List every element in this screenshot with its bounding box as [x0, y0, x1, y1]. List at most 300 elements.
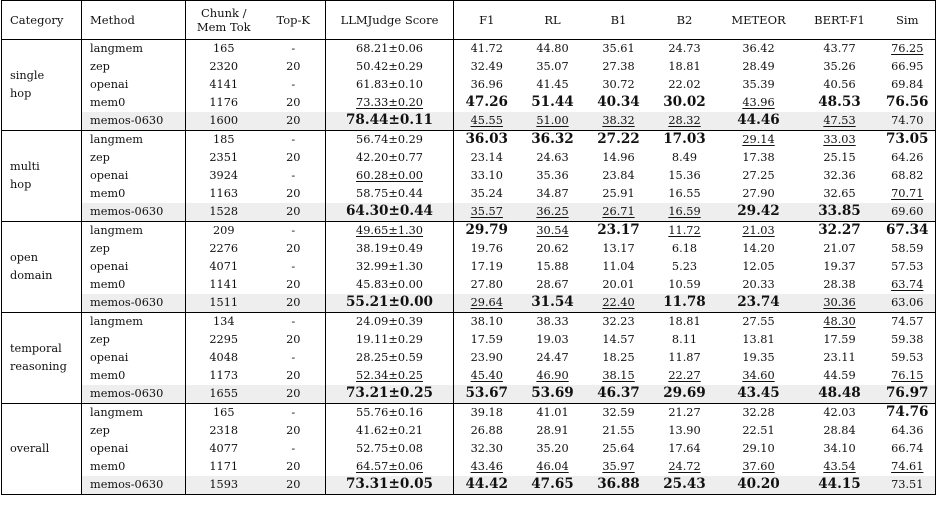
b2-cell-value: 22.27: [668, 369, 701, 383]
chunk-cell-value: 3924: [209, 169, 239, 183]
method-cell: [82, 222, 186, 241]
table-row: [2, 440, 936, 458]
chunk-cell: [186, 203, 262, 222]
bertf1-cell: [800, 458, 880, 476]
category-label-line2: domain: [10, 269, 53, 282]
meteor-cell: [718, 76, 800, 94]
sim-cell-value: 76.15: [891, 369, 924, 383]
b2-cell-value: 18.81: [668, 60, 701, 74]
bertf1-cell-value: 40.56: [823, 78, 856, 92]
method-cell: [82, 40, 186, 59]
rl-cell-value: 53.69: [531, 385, 574, 402]
judge-score-cell-value: 41.62±0.21: [356, 424, 423, 438]
topk-cell: [262, 458, 326, 476]
sim-cell-value: 59.38: [891, 333, 924, 347]
sim-cell-value: 58.59: [891, 242, 924, 256]
table-row: [2, 203, 936, 222]
f1-cell: [454, 294, 520, 313]
judge-score-cell: [326, 422, 454, 440]
judge-score-cell: [326, 367, 454, 385]
b1-cell: [586, 440, 652, 458]
b2-cell: [652, 112, 718, 131]
b2-cell-value: 16.55: [668, 187, 701, 201]
f1-cell-value: 38.10: [470, 315, 503, 329]
judge-score-cell-value: 64.57±0.06: [356, 460, 423, 474]
rl-cell-value: 30.54: [536, 224, 569, 238]
meteor-cell: [718, 440, 800, 458]
bertf1-cell-value: 32.27: [818, 222, 861, 239]
b2-cell-value: 17.03: [663, 131, 706, 148]
header-method: Method: [82, 1, 186, 40]
chunk-cell-value: 1171: [209, 460, 239, 474]
judge-score-cell-value: 60.28±0.00: [356, 169, 423, 183]
table-row: [2, 385, 936, 404]
f1-cell: [454, 349, 520, 367]
meteor-cell: [718, 458, 800, 476]
f1-cell: [454, 404, 520, 423]
bertf1-cell: [800, 476, 880, 495]
judge-score-cell-value: 32.99±1.30: [356, 260, 423, 274]
judge-score-cell-value: 52.75±0.08: [356, 442, 423, 456]
bertf1-cell-value: 23.11: [823, 351, 856, 365]
header-b2: B2: [652, 1, 718, 40]
f1-cell: [454, 458, 520, 476]
meteor-cell-value: 43.96: [742, 96, 775, 110]
method-cell-value: memos-0630: [90, 387, 164, 401]
f1-cell-value: 35.24: [470, 187, 503, 201]
chunk-cell: [186, 149, 262, 167]
judge-score-cell: [326, 222, 454, 241]
topk-cell-value: 20: [286, 187, 301, 201]
topk-cell-value: 20: [286, 478, 301, 492]
header-topk: Top-K: [262, 1, 326, 40]
rl-cell: [520, 240, 586, 258]
rl-cell: [520, 294, 586, 313]
judge-score-cell: [326, 112, 454, 131]
topk-cell-value: 20: [286, 96, 301, 110]
b1-cell: [586, 94, 652, 112]
b1-cell: [586, 367, 652, 385]
judge-score-cell: [326, 313, 454, 332]
rl-cell-value: 24.47: [536, 351, 569, 365]
rl-cell-value: 51.00: [536, 114, 569, 128]
table-row: [2, 149, 936, 167]
table-row: [2, 76, 936, 94]
topk-cell: [262, 240, 326, 258]
table-row: [2, 276, 936, 294]
sim-cell: [880, 349, 936, 367]
table-header: [2, 1, 936, 40]
method-cell: [82, 185, 186, 203]
bertf1-cell-value: 32.36: [823, 169, 856, 183]
category-cell: [2, 404, 82, 495]
sim-cell-value: 76.56: [885, 94, 929, 111]
b2-cell: [652, 149, 718, 167]
b1-cell: [586, 385, 652, 404]
f1-cell: [454, 422, 520, 440]
topk-cell: [262, 476, 326, 495]
sim-cell: [880, 385, 936, 404]
chunk-cell: [186, 131, 262, 150]
rl-cell: [520, 185, 586, 203]
chunk-cell-value: 4077: [209, 442, 239, 456]
sim-cell-value: 69.60: [891, 205, 924, 219]
sim-cell-value: 68.82: [891, 169, 924, 183]
b2-cell-value: 22.02: [668, 78, 701, 92]
table-row: [2, 185, 936, 203]
rl-cell: [520, 440, 586, 458]
sim-cell: [880, 440, 936, 458]
bertf1-cell: [800, 422, 880, 440]
method-cell: [82, 94, 186, 112]
b2-cell: [652, 385, 718, 404]
category-label-line2: hop: [10, 87, 32, 100]
method-cell: [82, 76, 186, 94]
meteor-cell-value: 23.74: [737, 294, 780, 311]
judge-score-cell-value: 55.21±0.00: [345, 294, 434, 311]
chunk-cell-value: 4048: [209, 351, 239, 365]
chunk-cell-value: 2318: [209, 424, 239, 438]
meteor-cell: [718, 40, 800, 59]
meteor-cell-value: 27.25: [742, 169, 775, 183]
rl-cell: [520, 112, 586, 131]
table-row: [2, 458, 936, 476]
method-cell-value: mem0: [90, 278, 126, 292]
b2-cell-value: 15.36: [668, 169, 701, 183]
sim-cell-value: 73.51: [891, 478, 924, 492]
b1-cell-value: 14.57: [602, 333, 635, 347]
meteor-cell: [718, 276, 800, 294]
chunk-cell: [186, 313, 262, 332]
chunk-cell: [186, 331, 262, 349]
method-cell-value: zep: [90, 151, 110, 165]
judge-score-cell: [326, 40, 454, 59]
chunk-cell-value: 2276: [209, 242, 239, 256]
method-cell: [82, 203, 186, 222]
chunk-cell-value: 134: [212, 315, 235, 329]
bertf1-cell-value: 48.53: [818, 94, 861, 111]
b2-cell: [652, 185, 718, 203]
sim-cell-value: 74.70: [891, 114, 924, 128]
rl-cell: [520, 276, 586, 294]
meteor-cell-value: 43.45: [737, 385, 780, 402]
category-cell: [2, 222, 82, 313]
judge-score-cell-value: 50.42±0.29: [356, 60, 423, 74]
topk-cell: [262, 276, 326, 294]
meteor-cell-value: 19.35: [742, 351, 775, 365]
b1-cell-value: 21.55: [602, 424, 635, 438]
b1-cell: [586, 476, 652, 495]
b2-cell-value: 24.73: [668, 42, 701, 56]
b2-cell: [652, 40, 718, 59]
bertf1-cell: [800, 149, 880, 167]
method-cell: [82, 112, 186, 131]
topk-cell-value: -: [291, 42, 296, 56]
method-cell: [82, 58, 186, 76]
judge-score-cell-value: 58.75±0.44: [356, 187, 423, 201]
topk-cell-value: -: [291, 442, 296, 456]
f1-cell: [454, 185, 520, 203]
sim-cell-value: 74.57: [891, 315, 924, 329]
method-cell-value: mem0: [90, 96, 126, 110]
rl-cell-value: 28.91: [536, 424, 569, 438]
chunk-cell-value: 1511: [209, 296, 239, 310]
f1-cell-value: 17.59: [470, 333, 503, 347]
topk-cell: [262, 331, 326, 349]
b2-cell-value: 21.27: [668, 406, 701, 420]
category-cell: [2, 313, 82, 404]
chunk-cell-value: 1655: [209, 387, 239, 401]
bertf1-cell-value: 19.37: [823, 260, 856, 274]
chunk-cell: [186, 40, 262, 59]
method-cell-value: openai: [90, 442, 129, 456]
sim-cell: [880, 40, 936, 59]
judge-score-cell-value: 42.20±0.77: [356, 151, 423, 165]
method-cell: [82, 240, 186, 258]
sim-cell: [880, 240, 936, 258]
b2-cell: [652, 222, 718, 241]
f1-cell-value: 29.79: [465, 222, 509, 239]
rl-cell-value: 24.63: [536, 151, 569, 165]
topk-cell: [262, 367, 326, 385]
sim-cell: [880, 76, 936, 94]
topk-cell: [262, 167, 326, 185]
rl-cell-value: 34.87: [536, 187, 569, 201]
sim-cell: [880, 276, 936, 294]
meteor-cell-value: 28.49: [742, 60, 775, 74]
judge-score-cell-value: 61.83±0.10: [356, 78, 423, 92]
sim-cell-value: 63.06: [891, 296, 924, 310]
rl-cell-value: 35.36: [536, 169, 569, 183]
chunk-cell-value: 1176: [209, 96, 239, 110]
topk-cell-value: -: [291, 224, 296, 238]
header-rl: RL: [520, 1, 586, 40]
rl-cell-value: 35.20: [536, 442, 569, 456]
method-cell-value: memos-0630: [90, 296, 164, 310]
topk-cell-value: -: [291, 260, 296, 274]
meteor-cell: [718, 331, 800, 349]
sim-cell: [880, 331, 936, 349]
bertf1-cell: [800, 367, 880, 385]
bertf1-cell: [800, 404, 880, 423]
rl-cell: [520, 349, 586, 367]
method-cell-value: memos-0630: [90, 114, 164, 128]
method-cell-value: openai: [90, 169, 129, 183]
sim-cell: [880, 404, 936, 423]
category-cell: [2, 40, 82, 131]
judge-score-cell: [326, 404, 454, 423]
b2-cell-value: 5.23: [671, 260, 698, 274]
chunk-cell-value: 165: [212, 42, 235, 56]
rl-cell: [520, 313, 586, 332]
meteor-cell: [718, 294, 800, 313]
topk-cell: [262, 422, 326, 440]
meteor-cell-value: 22.51: [742, 424, 775, 438]
topk-cell-value: 20: [286, 424, 301, 438]
f1-cell-value: 26.88: [470, 424, 503, 438]
sim-cell-value: 63.74: [891, 278, 924, 292]
rl-cell: [520, 40, 586, 59]
rl-cell-value: 35.07: [536, 60, 569, 74]
method-cell: [82, 385, 186, 404]
b2-cell-value: 11.87: [668, 351, 701, 365]
judge-score-cell: [326, 385, 454, 404]
sim-cell: [880, 222, 936, 241]
category-cell: [2, 131, 82, 222]
judge-score-cell: [326, 458, 454, 476]
sim-cell-value: 64.36: [891, 424, 924, 438]
table-row: [2, 367, 936, 385]
b1-cell-value: 27.22: [597, 131, 640, 148]
chunk-cell: [186, 258, 262, 276]
method-cell: [82, 331, 186, 349]
sim-cell: [880, 167, 936, 185]
bertf1-cell-value: 21.07: [823, 242, 856, 256]
chunk-cell: [186, 240, 262, 258]
sim-cell: [880, 458, 936, 476]
bertf1-cell: [800, 294, 880, 313]
f1-cell-value: 29.64: [470, 296, 503, 310]
sim-cell: [880, 258, 936, 276]
chunk-cell: [186, 422, 262, 440]
sim-cell: [880, 149, 936, 167]
f1-cell: [454, 331, 520, 349]
b2-cell: [652, 458, 718, 476]
method-cell-value: memos-0630: [90, 205, 164, 219]
meteor-cell-value: 40.20: [737, 476, 780, 493]
f1-cell-value: 47.26: [465, 94, 509, 111]
rl-cell: [520, 476, 586, 495]
b1-cell-value: 23.84: [602, 169, 635, 183]
b1-cell: [586, 240, 652, 258]
chunk-cell: [186, 385, 262, 404]
topk-cell: [262, 58, 326, 76]
bertf1-cell-value: 43.77: [823, 42, 856, 56]
category-label-line2: reasoning: [10, 360, 67, 373]
topk-cell-value: -: [291, 169, 296, 183]
rl-cell: [520, 94, 586, 112]
f1-cell: [454, 313, 520, 332]
bertf1-cell: [800, 313, 880, 332]
sim-cell: [880, 422, 936, 440]
topk-cell: [262, 94, 326, 112]
b2-cell: [652, 313, 718, 332]
judge-score-cell-value: 28.25±0.59: [356, 351, 423, 365]
topk-cell-value: -: [291, 406, 296, 420]
bertf1-cell: [800, 349, 880, 367]
method-cell: [82, 440, 186, 458]
meteor-cell-value: 14.20: [742, 242, 775, 256]
method-cell: [82, 167, 186, 185]
f1-cell: [454, 131, 520, 150]
sim-cell: [880, 313, 936, 332]
method-cell-value: langmem: [90, 406, 143, 420]
meteor-cell: [718, 349, 800, 367]
method-cell-value: zep: [90, 333, 110, 347]
rl-cell-value: 36.25: [536, 205, 569, 219]
b1-cell: [586, 58, 652, 76]
topk-cell-value: 20: [286, 60, 301, 74]
rl-cell-value: 41.01: [536, 406, 569, 420]
method-cell: [82, 294, 186, 313]
judge-score-cell: [326, 203, 454, 222]
bertf1-cell: [800, 240, 880, 258]
topk-cell: [262, 40, 326, 59]
judge-score-cell: [326, 476, 454, 495]
rl-cell-value: 51.44: [531, 94, 574, 111]
meteor-cell-value: 21.03: [742, 224, 775, 238]
meteor-cell-value: 20.33: [742, 278, 775, 292]
b2-cell: [652, 367, 718, 385]
f1-cell: [454, 476, 520, 495]
method-cell: [82, 149, 186, 167]
method-cell-value: zep: [90, 60, 110, 74]
meteor-cell: [718, 149, 800, 167]
chunk-cell-value: 209: [212, 224, 235, 238]
sim-cell-value: 66.74: [891, 442, 924, 456]
meteor-cell-value: 29.42: [737, 203, 780, 220]
bertf1-cell: [800, 258, 880, 276]
meteor-cell-value: 29.14: [742, 133, 775, 147]
sim-cell: [880, 94, 936, 112]
method-cell: [82, 349, 186, 367]
sim-cell-value: 69.84: [891, 78, 924, 92]
b1-cell-value: 25.91: [602, 187, 635, 201]
b1-cell-value: 35.61: [602, 42, 635, 56]
bertf1-cell: [800, 331, 880, 349]
chunk-cell: [186, 185, 262, 203]
sim-cell-value: 74.61: [891, 460, 924, 474]
b2-cell: [652, 58, 718, 76]
topk-cell: [262, 349, 326, 367]
method-cell: [82, 367, 186, 385]
f1-cell: [454, 76, 520, 94]
bertf1-cell-value: 33.85: [818, 203, 861, 220]
bertf1-cell: [800, 440, 880, 458]
method-cell-value: langmem: [90, 315, 143, 329]
sim-cell: [880, 185, 936, 203]
rl-cell: [520, 222, 586, 241]
rl-cell-value: 47.65: [531, 476, 574, 493]
sim-cell-value: 76.25: [891, 42, 924, 56]
table-row: [2, 313, 936, 332]
header-category: Category: [2, 1, 82, 40]
b1-cell: [586, 203, 652, 222]
judge-score-cell: [326, 240, 454, 258]
meteor-cell: [718, 258, 800, 276]
method-cell-value: memos-0630: [90, 478, 164, 492]
b1-cell-value: 11.04: [602, 260, 635, 274]
f1-cell-value: 17.19: [470, 260, 503, 274]
rl-cell: [520, 404, 586, 423]
b2-cell: [652, 240, 718, 258]
meteor-cell-value: 44.46: [737, 112, 780, 129]
table-row: [2, 131, 936, 150]
table-row: [2, 240, 936, 258]
topk-cell: [262, 149, 326, 167]
judge-score-cell: [326, 94, 454, 112]
bertf1-cell-value: 44.59: [823, 369, 856, 383]
f1-cell: [454, 258, 520, 276]
rl-cell: [520, 149, 586, 167]
sim-cell-value: 70.71: [891, 187, 924, 201]
results-table-container: [1, 0, 935, 495]
b1-cell: [586, 404, 652, 423]
bertf1-cell: [800, 112, 880, 131]
rl-cell: [520, 258, 586, 276]
f1-cell: [454, 167, 520, 185]
meteor-cell-value: 12.05: [742, 260, 775, 274]
